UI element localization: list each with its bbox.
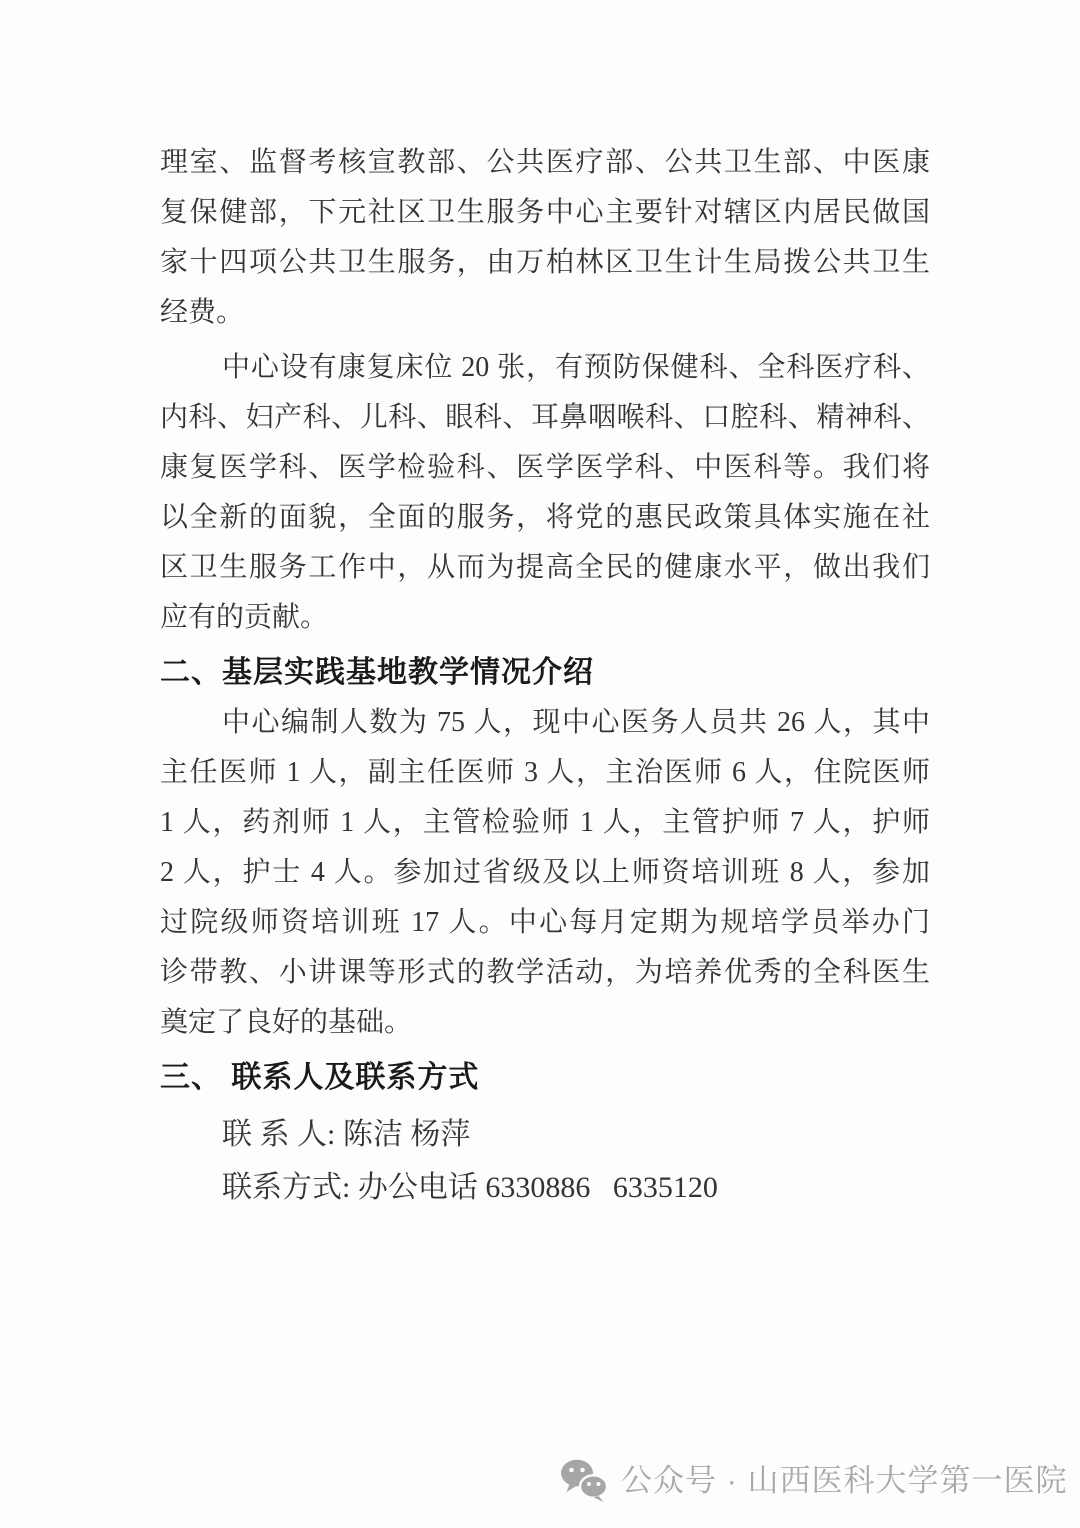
- contact-line: 联 系 人: 陈洁 杨萍: [222, 1118, 471, 1151]
- document-body: [160, 138, 930, 1214]
- text-line: 内科、妇产科、儿科、眼科、耳鼻咽喉科、口腔科、精神科、: [160, 402, 930, 433]
- paragraph-departments: [160, 343, 930, 643]
- wechat-watermark: [560, 1458, 1068, 1504]
- text-line: 主任医师 1 人，副主任医师 3 人，主治医师 6 人，住院医师: [160, 757, 930, 788]
- contact-block: [160, 1108, 930, 1214]
- paragraph-staffing: [160, 698, 930, 1048]
- section-heading-contact: 三、 联系人及联系方式: [160, 1061, 480, 1094]
- text-line: 过院级师资培训班 17 人。中心每月定期为规培学员举办门: [160, 907, 930, 938]
- text-line: 2 人，护士 4 人。参加过省级及以上师资培训班 8 人，参加: [160, 857, 930, 888]
- wechat-account-label: 公众号 · 山西医科大学第一医院: [621, 1463, 1068, 1498]
- text-line: 区卫生服务工作中，从而为提高全民的健康水平，做出我们: [160, 552, 930, 583]
- text-line: 理室、监督考核宣教部、公共医疗部、公共卫生部、中医康: [160, 147, 930, 178]
- text-line: 康复医学科、医学检验科、医学医学科、中医科等。我们将: [160, 452, 930, 483]
- text-line: 家十四项公共卫生服务，由万柏林区卫生计生局拨公共卫生: [160, 247, 930, 278]
- section-heading-teaching: 二、基层实践基地教学情况介绍: [160, 656, 594, 689]
- contact-line: 联系方式: 办公电话 6330886 6335120: [222, 1171, 718, 1204]
- text-line: 诊带教、小讲课等形式的教学活动，为培养优秀的全科医生: [160, 957, 930, 988]
- text-line: 1 人，药剂师 1 人，主管检验师 1 人，主管护师 7 人，护师: [160, 807, 930, 838]
- text-line: 中心设有康复床位 20 张，有预防保健科、全科医疗科、: [222, 352, 930, 383]
- text-line: 以全新的面貌，全面的服务，将党的惠民政策具体实施在社: [160, 502, 930, 533]
- text-line: 奠定了良好的基础。: [160, 1007, 413, 1038]
- text-line: 经费。: [160, 297, 245, 328]
- text-line: 复保健部，下元社区卫生服务中心主要针对辖区内居民做国: [160, 197, 930, 228]
- paragraph-public-health: [160, 138, 930, 338]
- text-line: 中心编制人数为 75 人，现中心医务人员共 26 人，其中: [222, 707, 930, 738]
- text-line: 应有的贡献。: [160, 602, 329, 633]
- wechat-icon: [560, 1459, 608, 1503]
